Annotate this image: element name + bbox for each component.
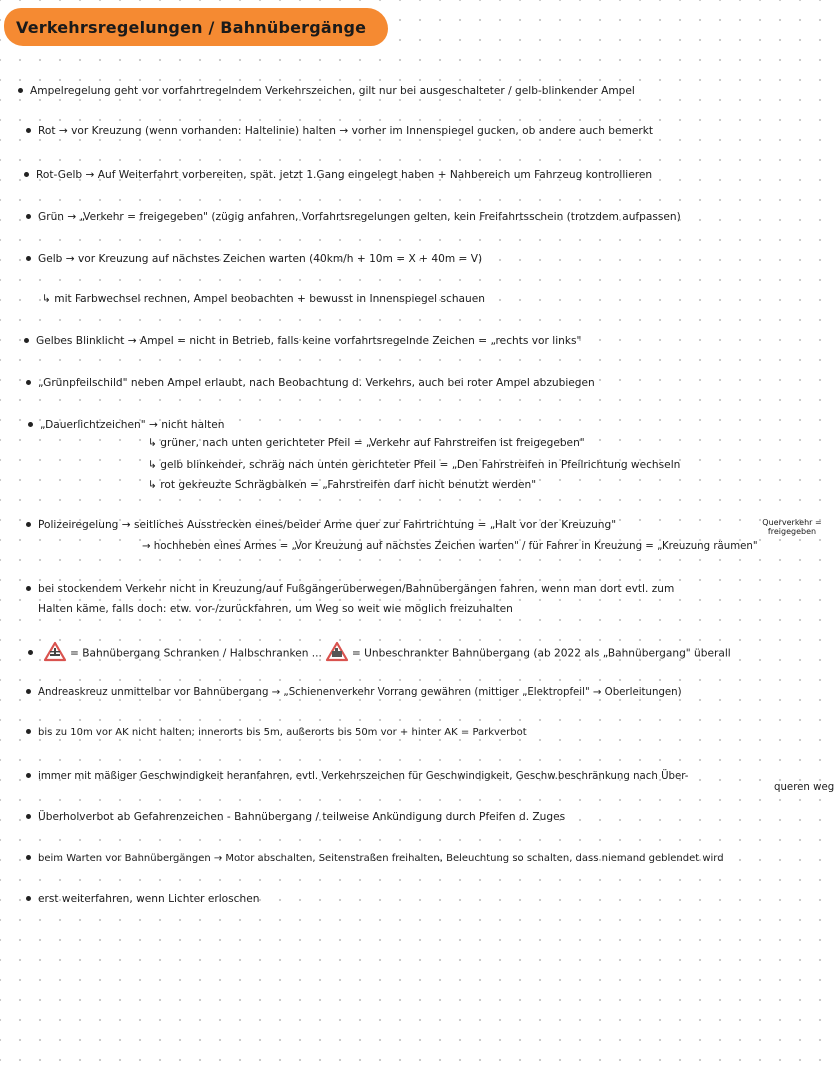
bullet-icon [26,773,31,778]
bullet-icon [26,128,31,133]
bullet-icon [26,729,31,734]
note-no-overtaking [26,810,565,824]
note-yellow-light-sub [42,292,485,306]
note-permanent-light-signs [28,418,224,432]
note-text: Überholverbot ab Gefahrenzeichen - Bahnübergang / teilweise Ankündigung durch Pfeifen d. Zuges [38,811,566,823]
note-text: → hochheben eines Armes = „Vor Kreuzung auf nächstes Zeichen warten" / für Fahrer in Kreuzung = „Kreuzung räumen" [142,541,758,552]
note-railway-crossing-signs [28,644,731,663]
note-text: = Unbeschrankter Bahnübergang (ab 2022 als „Bahnübergang" überall [351,647,731,660]
note-text: Grün → „Verkehr = freigegeben" (zügig anfahren, Vorfahrtsregelungen gelten, kein Freifahrtsschein (trotzdem aufpassen) [38,211,681,223]
bullet-icon [26,896,31,901]
note-red-light [26,124,653,138]
note-text: bei stockendem Verkehr nicht in Kreuzung/auf Fußgängerüberwegen/Bahnübergängen fahren, wenn man dort evtl. zum [38,583,675,595]
note-text: ↳ gelb blinkender, schräg nach unten gerichteter Pfeil = „Den Fahrstreifen in Pfeilrichtung wechseln [148,459,681,471]
note-police-arm-raised [142,540,758,554]
unguarded-railway-crossing-sign-icon [326,642,348,661]
note-st-andrews-cross [26,686,682,700]
note-cross-traffic-released: Querverkehr = freigegeben [762,518,822,536]
note-text: Ampelregelung geht vor vorfahrtregelndem Verkehrszeichen, gilt nur bei ausgeschalteter / gelb-blinkender Ampel [30,85,635,97]
note-waiting-at-crossing [26,852,724,866]
bullet-icon [28,422,33,427]
note-text: ↳ rot gekreuzte Schrägbalken = „Fahrstreifen darf nicht benutzt werden" [148,479,537,491]
note-text: ↳ mit Farbwechsel rechnen, Ampel beobachten + bewusst in Innenspiegel schauen [42,293,485,305]
bullet-icon [26,256,31,261]
note-text: Rot-Gelb → Auf Weiterfahrt vorbereiten, spät. jetzt 1.Gang eingelegt haben + Nahbereich um Fahrzeug kontrollieren [36,169,653,181]
note-green-light [26,210,681,224]
bullet-icon [24,338,29,343]
note-text: Andreaskreuz unmittelbar vor Bahnübergang → „Schienenverkehr Vorrang gewähren (mittiger „Elektropfeil" → Oberleitungen) [38,687,682,698]
note-permanent-light-red [148,478,536,492]
bullet-icon [26,214,31,219]
note-text: = Bahnübergang Schranken / Halbschranken ... [70,647,322,660]
note-text: Polizeiregelung → seitliches Ausstrecken eines/beider Arme quer zur Fahrtrichtung = „Halt vor der Kreuzung" [38,519,617,531]
note-moderate-speed [26,770,688,784]
bullet-icon [26,689,31,694]
note-congestion-rule-cont [38,602,513,616]
note-text: Gelbes Blinklicht → Ampel = nicht in Betrieb, falls keine vorfahrtsregelnde Zeichen = „rechts vor links" [36,335,582,347]
note-text: Gelb → vor Kreuzung auf nächstes Zeichen warten (40km/h + 10m = X + 40m = V) [38,253,483,265]
bullet-icon [26,380,31,385]
note-continue-when-lights-off [26,892,259,906]
bullet-icon [24,172,29,177]
note-congestion-rule [26,582,674,596]
note-text: „Dauerlichtzeichen" → nicht halten [40,419,225,431]
note-text: Rot → vor Kreuzung (wenn vorhanden: Haltelinie) halten → vorher im Innenspiegel gucken, ob andere auch bemerkt [38,125,654,137]
bullet-icon [26,522,31,527]
note-text: Halten käme, falls doch: etw. vor-/zurückfahren, um Weg so weit wie möglich freizuhalten [38,603,513,615]
bullet-icon [26,814,31,819]
note-green-arrow-sign [26,376,595,390]
page-title: Verkehrsregelungen / Bahnübergänge [4,8,388,46]
note-text: bis zu 10m vor AK nicht halten; innerorts bis 5m, außerorts bis 50m vor + hinter AK = Parkverbot [38,727,527,738]
bullet-icon [26,855,31,860]
note-text: beim Warten vor Bahnübergängen → Motor abschalten, Seitenstraßen freihalten, Beleuchtung so schalten, dass niemand geblendet wird [38,853,724,864]
note-police-arms-out [26,518,616,532]
note-yellow-blinking [24,334,581,348]
note-traffic-light-priority [18,84,635,98]
note-red-yellow-light [24,168,652,182]
note-text: immer mit mäßiger Geschwindigkeit heranfahren, evtl. Verkehrszeichen für Geschwindigkeit, Geschw.beschränkung nach Über- [38,771,689,782]
note-text: ↳ grüner, nach unten gerichteter Pfeil = „Verkehr auf Fahrstreifen ist freigegeben" [148,437,585,449]
bullet-icon [18,88,23,93]
note-text: erst weiterfahren, wenn Lichter erloschen [38,893,260,905]
note-permanent-light-green [148,436,585,450]
note-permanent-light-yellow [148,458,680,472]
note-no-stopping-distance [26,726,527,740]
railway-crossing-gate-sign-icon [44,642,66,661]
note-yellow-light [26,252,482,266]
bullet-icon [26,586,31,591]
bullet-icon [28,650,33,655]
note-moderate-speed-cont: queren weg [774,782,834,793]
note-text: „Grünpfeilschild" neben Ampel erlaubt, nach Beobachtung d. Verkehrs, auch bei roter Ampel abzubiegen [38,377,595,389]
